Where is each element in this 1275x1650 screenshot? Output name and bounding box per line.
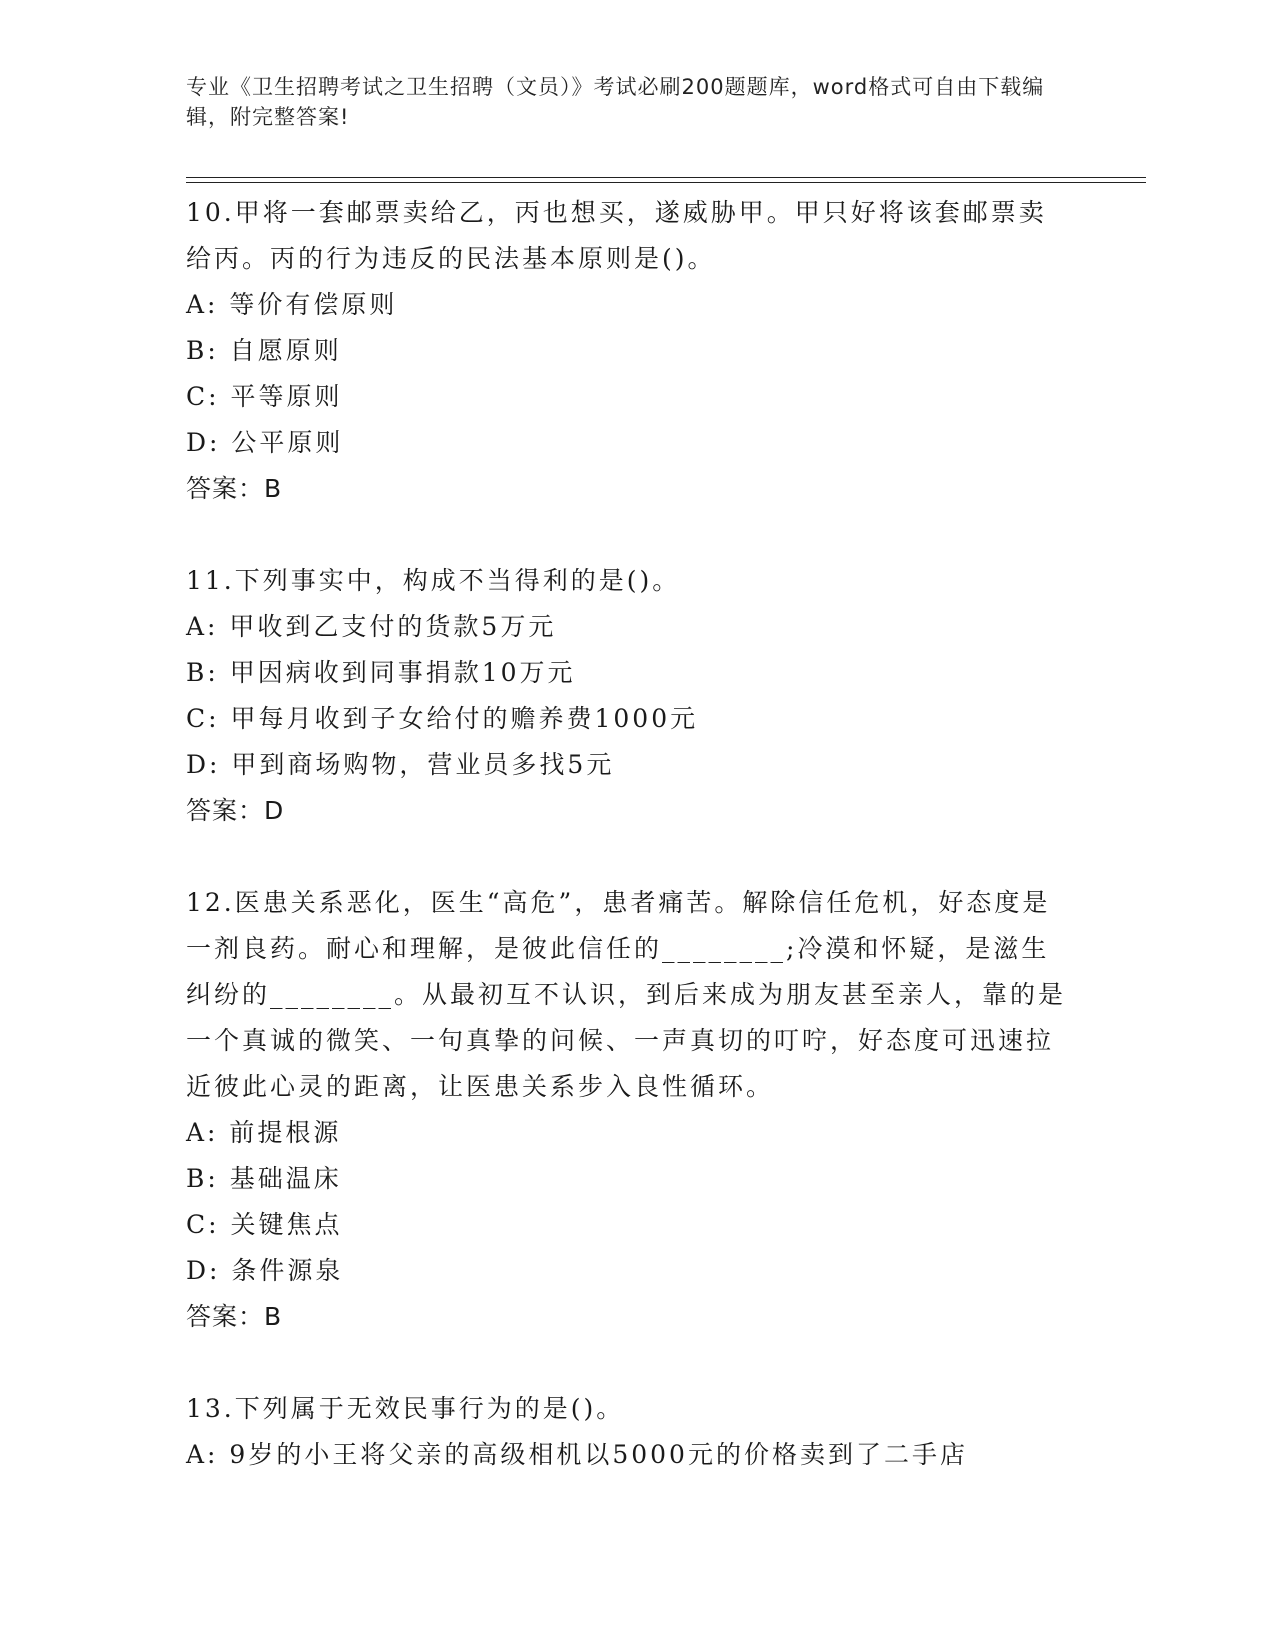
question-11 xyxy=(186,558,1066,834)
header-divider-bottom xyxy=(186,182,1146,183)
question-text: 10.甲将一套邮票卖给乙，丙也想买，遂威胁甲。甲只好将该套邮票卖给丙。丙的行为违反的民法基本原则是()。 xyxy=(186,198,1047,273)
option-a: A: 前提根源 xyxy=(186,1118,342,1147)
option-a: A: 9岁的小王将父亲的高级相机以5000元的价格卖到了二手店 xyxy=(186,1440,968,1469)
question-12 xyxy=(186,880,1066,1340)
option-c: C: 甲每月收到子女给付的赡养费1000元 xyxy=(186,704,699,733)
question-13 xyxy=(186,1386,1066,1478)
question-text: 13.下列属于无效民事行为的是()。 xyxy=(186,1394,625,1423)
question-text: 12.医患关系恶化，医生“高危”，患者痛苦。解除信任危机，好态度是一剂良药。耐心和理解，是彼此信任的________;冷漠和怀疑，是滋生纠纷的________。从最初互不认识，到后来成为朋友甚至亲人，靠的是一个真诚的微笑、一句真挚的问候、一声真切的叮咛，好态度可迅速拉近彼此心灵的距离，让医患关系步入良性循环。 xyxy=(186,888,1067,1101)
question-10 xyxy=(186,190,1066,512)
option-d: D: 甲到商场购物，营业员多找5元 xyxy=(186,750,615,779)
option-c: C: 关键焦点 xyxy=(186,1210,343,1239)
option-a: A: 等价有偿原则 xyxy=(186,290,398,319)
question-text: 11.下列事实中，构成不当得利的是()。 xyxy=(186,566,681,595)
question-list xyxy=(186,190,1066,1524)
answer-line: 答案：B xyxy=(186,474,283,503)
document-header: 专业《卫生招聘考试之卫生招聘（文员）》考试必刷200题题库，word格式可自由下载编辑，附完整答案! xyxy=(186,75,1045,129)
answer-line: 答案：B xyxy=(186,1302,283,1331)
option-d: D: 公平原则 xyxy=(186,428,344,457)
option-a: A: 甲收到乙支付的货款5万元 xyxy=(186,612,557,641)
answer-line: 答案：D xyxy=(186,796,285,825)
header-divider-top xyxy=(186,177,1146,178)
option-b: B: 基础温床 xyxy=(186,1164,342,1193)
option-d: D: 条件源泉 xyxy=(186,1256,344,1285)
option-b: B: 自愿原则 xyxy=(186,336,342,365)
option-c: C: 平等原则 xyxy=(186,382,343,411)
option-b: B: 甲因病收到同事捐款10万元 xyxy=(186,658,576,687)
